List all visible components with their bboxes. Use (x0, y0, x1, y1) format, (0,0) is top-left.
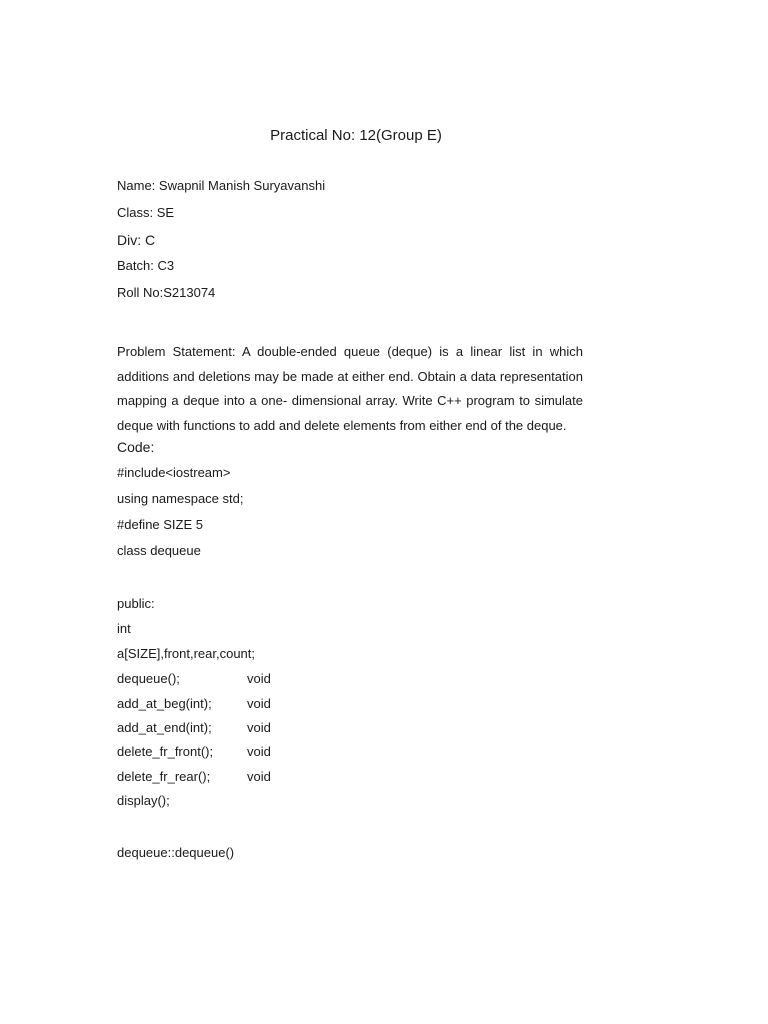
code-line: int (117, 621, 131, 636)
document-title: Practical No: 12(Group E) (270, 127, 442, 144)
code-line: #define SIZE 5 (117, 517, 203, 532)
problem-statement: Problem Statement: A double-ended queue (deque) is a linear list in which additions and deletions may be made at either end. Obtain a data representation mapping a deque into a one- dimensional array. Write C++ program to simulate deque with functions to add and delete elements from either end of the deque. (117, 344, 583, 433)
code-line-type: void (247, 671, 271, 686)
code-line: delete_fr_front(); (117, 744, 214, 759)
code-line: #include<iostream> (117, 465, 231, 480)
code-line: public: (117, 596, 155, 611)
code-line: display(); (117, 793, 170, 808)
code-line: using namespace std; (117, 491, 244, 506)
code-line: add_at_beg(int); (117, 696, 212, 711)
code-line: dequeue(); (117, 671, 180, 686)
code-line-type: void (247, 720, 271, 735)
code-line: class dequeue (117, 543, 201, 558)
student-class: Class: SE (117, 205, 175, 220)
student-roll-no: Roll No:S213074 (117, 285, 216, 300)
student-name: Name: Swapnil Manish Suryavanshi (117, 178, 326, 193)
code-line: delete_fr_rear(); (117, 769, 211, 784)
student-div: Div: C (117, 232, 156, 248)
code-line: a[SIZE],front,rear,count; (117, 646, 256, 661)
code-heading: Code: (117, 439, 155, 455)
student-batch: Batch: C3 (117, 258, 175, 273)
code-line-type: void (247, 744, 271, 759)
code-line: dequeue::dequeue() (117, 845, 235, 860)
code-line-type: void (247, 696, 271, 711)
code-line: add_at_end(int); (117, 720, 212, 735)
code-line-type: void (247, 769, 271, 784)
